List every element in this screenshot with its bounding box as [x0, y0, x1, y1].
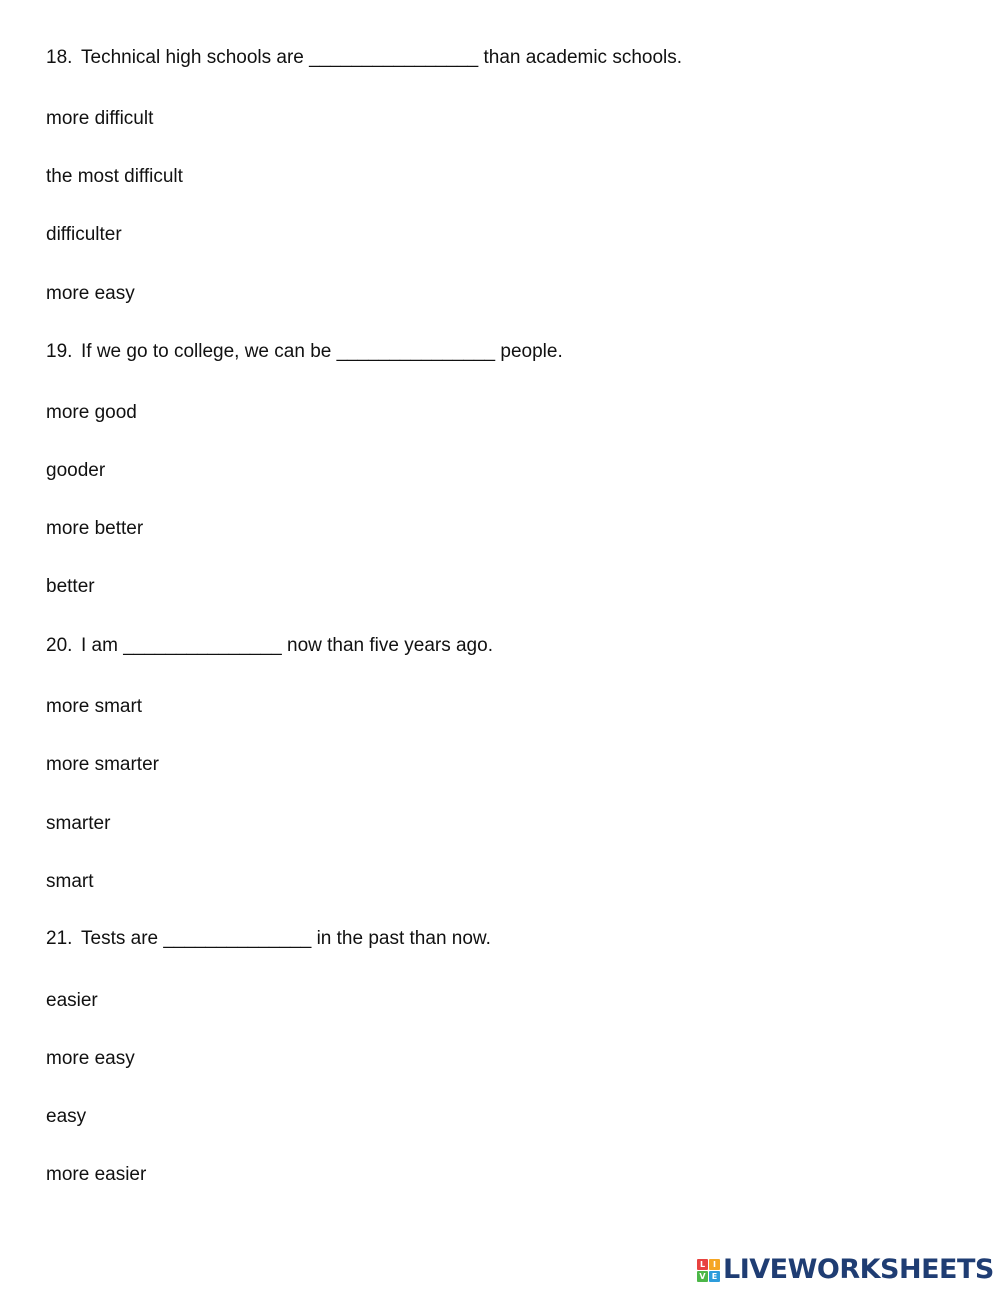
answer-option[interactable]: better [46, 576, 95, 597]
answer-option[interactable]: more easy [46, 1048, 135, 1069]
answer-option[interactable]: more difficult [46, 108, 154, 129]
question-text: I am _______________ now than five years ago. [81, 635, 493, 656]
question-number: 20. [46, 635, 73, 656]
logo-mark-letter: I [709, 1259, 720, 1270]
answer-option[interactable]: the most difficult [46, 166, 183, 187]
answer-option[interactable]: difficulter [46, 224, 122, 245]
logo-mark-letter: E [709, 1271, 720, 1282]
answer-option[interactable]: more good [46, 402, 137, 423]
logo-text: LIVEWORKSHEETS [723, 1254, 994, 1285]
question-18 [46, 47, 682, 69]
logo-mark-letter: V [697, 1271, 708, 1282]
logo-mark-letter: L [697, 1259, 708, 1270]
answer-option[interactable]: more easy [46, 283, 135, 304]
question-text: Technical high schools are ________________ than academic schools. [81, 47, 683, 68]
question-text: If we go to college, we can be _______________ people. [81, 341, 563, 362]
question-21 [46, 928, 491, 950]
question-20 [46, 635, 493, 657]
answer-option[interactable]: more easier [46, 1164, 147, 1185]
answer-option[interactable]: smart [46, 871, 94, 892]
question-number: 21. [46, 928, 73, 949]
question-number: 18. [46, 47, 73, 68]
answer-option[interactable]: gooder [46, 460, 106, 481]
answer-option[interactable]: more smarter [46, 754, 159, 775]
question-19 [46, 341, 563, 363]
question-text: Tests are ______________ in the past than now. [81, 928, 491, 949]
answer-option[interactable]: easier [46, 990, 98, 1011]
answer-option[interactable]: more better [46, 518, 144, 539]
answer-option[interactable]: more smart [46, 696, 143, 717]
liveworksheets-logo [697, 1255, 994, 1285]
question-number: 19. [46, 341, 73, 362]
answer-option[interactable]: easy [46, 1106, 87, 1127]
logo-mark-icon [697, 1259, 720, 1282]
answer-option[interactable]: smarter [46, 813, 111, 834]
